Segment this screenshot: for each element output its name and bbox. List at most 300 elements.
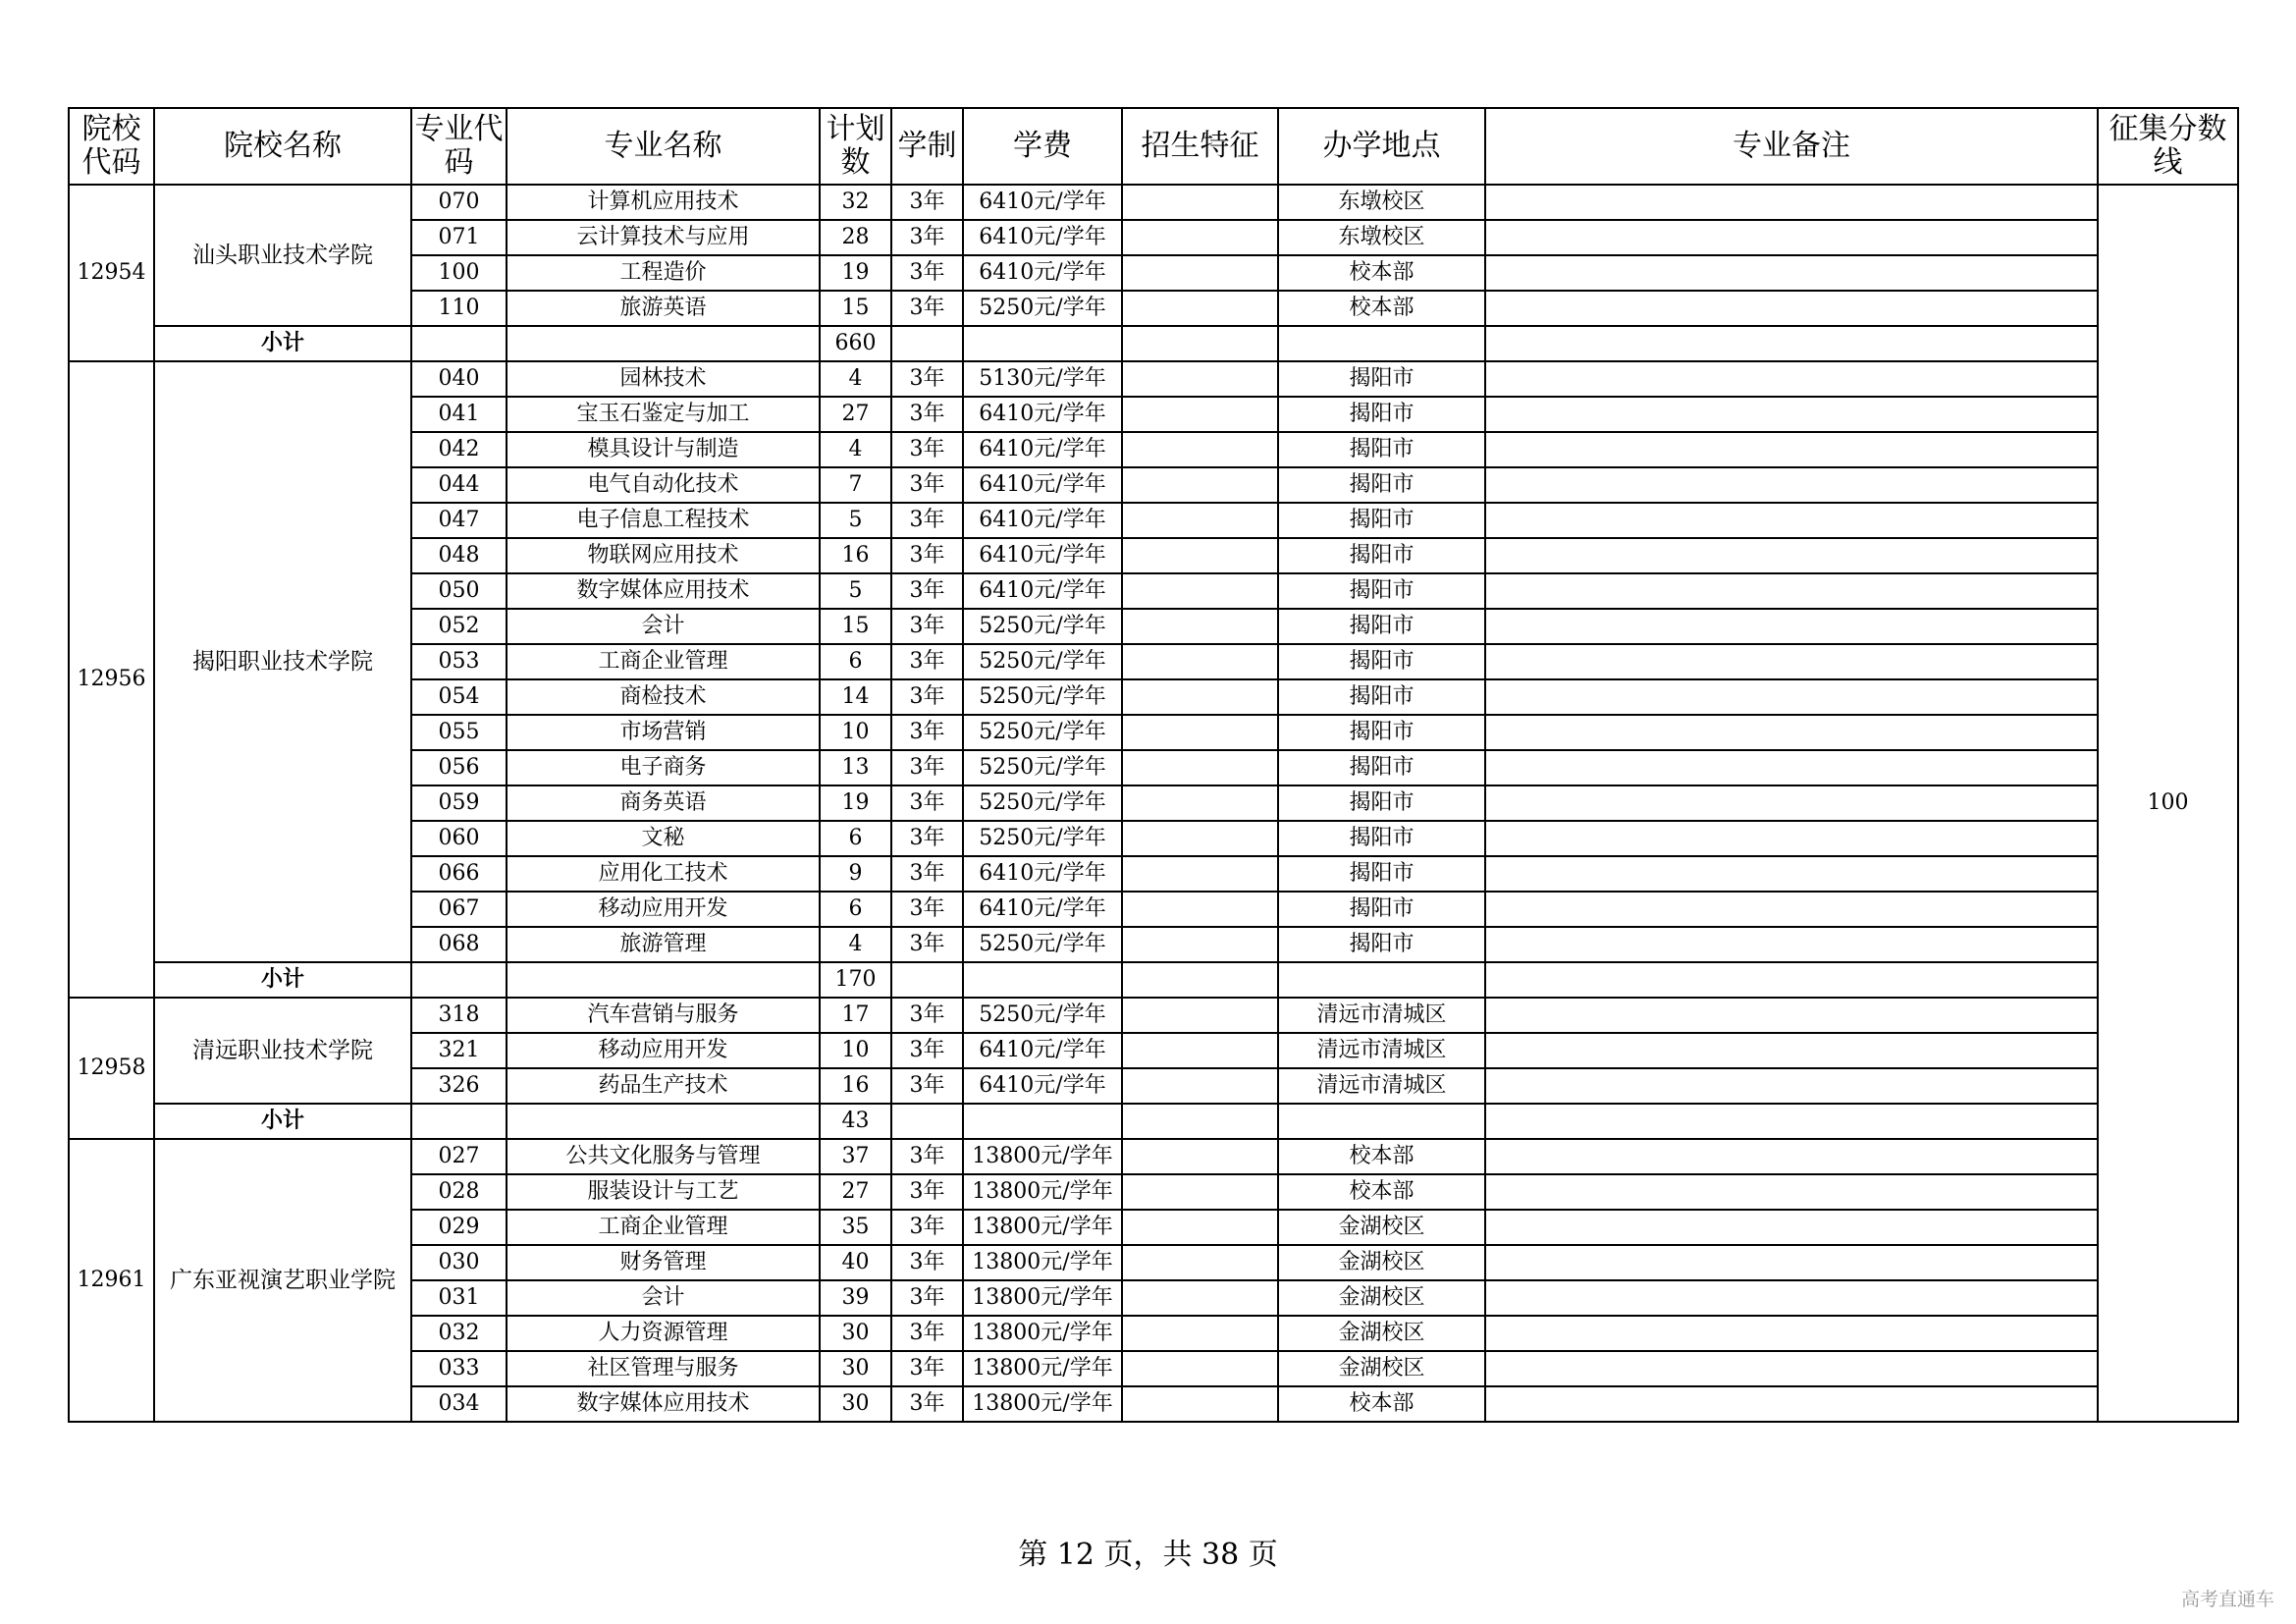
- major-code-cell: 066: [411, 856, 507, 892]
- enrollment-feature-cell: [1122, 1068, 1278, 1104]
- header-school-name: 院校名称: [154, 108, 411, 185]
- header-major-code: 专业代码: [411, 108, 507, 185]
- plan-count-cell: 4: [820, 927, 891, 962]
- major-note-cell: [1485, 255, 2098, 291]
- tuition-cell: 13800元/学年: [963, 1174, 1122, 1210]
- campus-location-cell: 揭阳市: [1278, 573, 1485, 609]
- duration-cell: 3年: [891, 503, 963, 538]
- campus-location-cell: 清远市清城区: [1278, 1068, 1485, 1104]
- enrollment-feature-cell: [1122, 185, 1278, 220]
- major-note-cell: [1485, 750, 2098, 785]
- campus-location-cell: 金湖校区: [1278, 1316, 1485, 1351]
- header-row: [69, 108, 2238, 185]
- major-note-cell: [1485, 573, 2098, 609]
- school-name-cell: 汕头职业技术学院: [154, 185, 411, 326]
- school-name-cell: 清远职业技术学院: [154, 998, 411, 1104]
- plan-count-cell: 30: [820, 1316, 891, 1351]
- plan-count-cell: 6: [820, 644, 891, 679]
- school-code-cell: 12958: [69, 998, 154, 1139]
- campus-location-cell: 揭阳市: [1278, 856, 1485, 892]
- table-row: [69, 998, 2238, 1033]
- duration-cell: 3年: [891, 892, 963, 927]
- subtotal-row: [69, 962, 2238, 998]
- major-code-cell: 067: [411, 892, 507, 927]
- duration-cell: 3年: [891, 715, 963, 750]
- tuition-cell: 6410元/学年: [963, 397, 1122, 432]
- duration-cell: 3年: [891, 538, 963, 573]
- tuition-cell: 13800元/学年: [963, 1210, 1122, 1245]
- campus-location-cell: 揭阳市: [1278, 679, 1485, 715]
- major-name-cell: 服装设计与工艺: [507, 1174, 820, 1210]
- major-name-cell: 工程造价: [507, 255, 820, 291]
- enrollment-feature-cell: [1122, 927, 1278, 962]
- enrollment-feature-cell: [1122, 220, 1278, 255]
- subtotal-note-cell: [1485, 962, 2098, 998]
- plan-count-cell: 19: [820, 255, 891, 291]
- plan-count-cell: 16: [820, 538, 891, 573]
- subtotal-tuition-cell: [963, 1104, 1122, 1139]
- plan-count-cell: 9: [820, 856, 891, 892]
- subtotal-note-cell: [1485, 1104, 2098, 1139]
- subtotal-duration-cell: [891, 1104, 963, 1139]
- major-code-cell: 052: [411, 609, 507, 644]
- admission-plan-table: [68, 107, 2239, 1423]
- subtotal-duration-cell: [891, 962, 963, 998]
- enrollment-feature-cell: [1122, 291, 1278, 326]
- subtotal-row: [69, 326, 2238, 361]
- plan-count-cell: 10: [820, 1033, 891, 1068]
- subtotal-row: [69, 1104, 2238, 1139]
- major-code-cell: 034: [411, 1386, 507, 1422]
- duration-cell: 3年: [891, 1174, 963, 1210]
- major-name-cell: 数字媒体应用技术: [507, 1386, 820, 1422]
- campus-location-cell: 揭阳市: [1278, 715, 1485, 750]
- page-footer: 第 12 页，共 38 页: [1018, 1538, 1278, 1572]
- major-code-cell: 321: [411, 1033, 507, 1068]
- enrollment-feature-cell: [1122, 361, 1278, 397]
- plan-count-cell: 17: [820, 998, 891, 1033]
- tuition-cell: 5250元/学年: [963, 679, 1122, 715]
- subtotal-major-code-cell: [411, 1104, 507, 1139]
- subtotal-label: 小计: [154, 326, 411, 361]
- header-major-note: 专业备注: [1485, 108, 2098, 185]
- duration-cell: 3年: [891, 998, 963, 1033]
- tuition-cell: 6410元/学年: [963, 503, 1122, 538]
- campus-location-cell: 揭阳市: [1278, 503, 1485, 538]
- major-code-cell: 041: [411, 397, 507, 432]
- duration-cell: 3年: [891, 750, 963, 785]
- tuition-cell: 6410元/学年: [963, 432, 1122, 467]
- campus-location-cell: 校本部: [1278, 255, 1485, 291]
- duration-cell: 3年: [891, 609, 963, 644]
- enrollment-feature-cell: [1122, 255, 1278, 291]
- enrollment-feature-cell: [1122, 750, 1278, 785]
- plan-count-cell: 7: [820, 467, 891, 503]
- watermark: 高考直通车: [2180, 1589, 2274, 1610]
- major-code-cell: 050: [411, 573, 507, 609]
- subtotal-label: 小计: [154, 962, 411, 998]
- enrollment-feature-cell: [1122, 1210, 1278, 1245]
- enrollment-feature-cell: [1122, 715, 1278, 750]
- major-note-cell: [1485, 1245, 2098, 1280]
- plan-count-cell: 19: [820, 785, 891, 821]
- plan-count-cell: 13: [820, 750, 891, 785]
- major-note-cell: [1485, 538, 2098, 573]
- header-major-name: 专业名称: [507, 108, 820, 185]
- major-code-cell: 070: [411, 185, 507, 220]
- duration-cell: 3年: [891, 1280, 963, 1316]
- subtotal-value: 170: [820, 962, 891, 998]
- enrollment-feature-cell: [1122, 821, 1278, 856]
- subtotal-location-cell: [1278, 962, 1485, 998]
- major-code-cell: 040: [411, 361, 507, 397]
- major-name-cell: 电气自动化技术: [507, 467, 820, 503]
- campus-location-cell: 校本部: [1278, 1386, 1485, 1422]
- duration-cell: 3年: [891, 1316, 963, 1351]
- tuition-cell: 6410元/学年: [963, 255, 1122, 291]
- duration-cell: 3年: [891, 1386, 963, 1422]
- subtotal-value: 43: [820, 1104, 891, 1139]
- header-campus-location: 办学地点: [1278, 108, 1485, 185]
- duration-cell: 3年: [891, 644, 963, 679]
- major-name-cell: 市场营销: [507, 715, 820, 750]
- plan-count-cell: 10: [820, 715, 891, 750]
- major-note-cell: [1485, 1351, 2098, 1386]
- duration-cell: 3年: [891, 821, 963, 856]
- plan-count-cell: 5: [820, 573, 891, 609]
- major-name-cell: 宝玉石鉴定与加工: [507, 397, 820, 432]
- major-note-cell: [1485, 998, 2098, 1033]
- major-note-cell: [1485, 467, 2098, 503]
- enrollment-feature-cell: [1122, 397, 1278, 432]
- enrollment-feature-cell: [1122, 1033, 1278, 1068]
- major-code-cell: 326: [411, 1068, 507, 1104]
- tuition-cell: 6410元/学年: [963, 538, 1122, 573]
- school-code-cell: 12956: [69, 361, 154, 998]
- major-note-cell: [1485, 644, 2098, 679]
- major-name-cell: 社区管理与服务: [507, 1351, 820, 1386]
- tuition-cell: 13800元/学年: [963, 1280, 1122, 1316]
- major-code-cell: 110: [411, 291, 507, 326]
- campus-location-cell: 揭阳市: [1278, 361, 1485, 397]
- tuition-cell: 5250元/学年: [963, 785, 1122, 821]
- major-name-cell: 商检技术: [507, 679, 820, 715]
- major-name-cell: 财务管理: [507, 1245, 820, 1280]
- header-plan-count: 计划数: [820, 108, 891, 185]
- campus-location-cell: 揭阳市: [1278, 927, 1485, 962]
- major-note-cell: [1485, 1139, 2098, 1174]
- duration-cell: 3年: [891, 220, 963, 255]
- campus-location-cell: 揭阳市: [1278, 750, 1485, 785]
- enrollment-feature-cell: [1122, 1280, 1278, 1316]
- subtotal-location-cell: [1278, 1104, 1485, 1139]
- tuition-cell: 13800元/学年: [963, 1139, 1122, 1174]
- tuition-cell: 13800元/学年: [963, 1351, 1122, 1386]
- school-code-cell: 12961: [69, 1139, 154, 1422]
- subtotal-feature-cell: [1122, 962, 1278, 998]
- campus-location-cell: 金湖校区: [1278, 1210, 1485, 1245]
- major-code-cell: 059: [411, 785, 507, 821]
- duration-cell: 3年: [891, 1068, 963, 1104]
- major-name-cell: 物联网应用技术: [507, 538, 820, 573]
- subtotal-major-code-cell: [411, 326, 507, 361]
- tuition-cell: 5250元/学年: [963, 609, 1122, 644]
- subtotal-major-name-cell: [507, 1104, 820, 1139]
- major-name-cell: 会计: [507, 1280, 820, 1316]
- duration-cell: 3年: [891, 361, 963, 397]
- major-name-cell: 移动应用开发: [507, 1033, 820, 1068]
- table-row: [69, 185, 2238, 220]
- campus-location-cell: 揭阳市: [1278, 432, 1485, 467]
- major-name-cell: 云计算技术与应用: [507, 220, 820, 255]
- major-note-cell: [1485, 1068, 2098, 1104]
- duration-cell: 3年: [891, 397, 963, 432]
- major-code-cell: 060: [411, 821, 507, 856]
- subtotal-major-name-cell: [507, 962, 820, 998]
- major-name-cell: 文秘: [507, 821, 820, 856]
- major-note-cell: [1485, 432, 2098, 467]
- major-code-cell: 032: [411, 1316, 507, 1351]
- plan-count-cell: 6: [820, 892, 891, 927]
- major-note-cell: [1485, 1033, 2098, 1068]
- tuition-cell: 6410元/学年: [963, 220, 1122, 255]
- subtotal-location-cell: [1278, 326, 1485, 361]
- enrollment-feature-cell: [1122, 432, 1278, 467]
- tuition-cell: 5250元/学年: [963, 998, 1122, 1033]
- campus-location-cell: 揭阳市: [1278, 892, 1485, 927]
- major-name-cell: 模具设计与制造: [507, 432, 820, 467]
- major-note-cell: [1485, 185, 2098, 220]
- campus-location-cell: 金湖校区: [1278, 1280, 1485, 1316]
- school-code-cell: 12954: [69, 185, 154, 361]
- table-row: [69, 361, 2238, 397]
- major-note-cell: [1485, 1174, 2098, 1210]
- major-note-cell: [1485, 609, 2098, 644]
- enrollment-feature-cell: [1122, 1316, 1278, 1351]
- major-note-cell: [1485, 679, 2098, 715]
- plan-count-cell: 27: [820, 397, 891, 432]
- campus-location-cell: 揭阳市: [1278, 467, 1485, 503]
- subtotal-tuition-cell: [963, 326, 1122, 361]
- major-code-cell: 055: [411, 715, 507, 750]
- tuition-cell: 5250元/学年: [963, 750, 1122, 785]
- enrollment-feature-cell: [1122, 679, 1278, 715]
- plan-count-cell: 14: [820, 679, 891, 715]
- enrollment-feature-cell: [1122, 538, 1278, 573]
- campus-location-cell: 校本部: [1278, 291, 1485, 326]
- tuition-cell: 5130元/学年: [963, 361, 1122, 397]
- plan-count-cell: 37: [820, 1139, 891, 1174]
- major-name-cell: 会计: [507, 609, 820, 644]
- tuition-cell: 6410元/学年: [963, 185, 1122, 220]
- enrollment-feature-cell: [1122, 998, 1278, 1033]
- header-school-code: 院校代码: [69, 108, 154, 185]
- tuition-cell: 6410元/学年: [963, 1068, 1122, 1104]
- enrollment-feature-cell: [1122, 644, 1278, 679]
- major-code-cell: 042: [411, 432, 507, 467]
- major-code-cell: 029: [411, 1210, 507, 1245]
- duration-cell: 3年: [891, 1033, 963, 1068]
- tuition-cell: 13800元/学年: [963, 1386, 1122, 1422]
- major-code-cell: 068: [411, 927, 507, 962]
- campus-location-cell: 清远市清城区: [1278, 998, 1485, 1033]
- duration-cell: 3年: [891, 1245, 963, 1280]
- tuition-cell: 6410元/学年: [963, 467, 1122, 503]
- tuition-cell: 5250元/学年: [963, 927, 1122, 962]
- subtotal-duration-cell: [891, 326, 963, 361]
- major-code-cell: 027: [411, 1139, 507, 1174]
- enrollment-feature-cell: [1122, 1386, 1278, 1422]
- major-name-cell: 电子商务: [507, 750, 820, 785]
- subtotal-label: 小计: [154, 1104, 411, 1139]
- plan-count-cell: 30: [820, 1386, 891, 1422]
- major-code-cell: 030: [411, 1245, 507, 1280]
- major-name-cell: 工商企业管理: [507, 644, 820, 679]
- major-name-cell: 药品生产技术: [507, 1068, 820, 1104]
- major-name-cell: 数字媒体应用技术: [507, 573, 820, 609]
- tuition-cell: 6410元/学年: [963, 856, 1122, 892]
- campus-location-cell: 东墩校区: [1278, 185, 1485, 220]
- enrollment-feature-cell: [1122, 1174, 1278, 1210]
- major-code-cell: 053: [411, 644, 507, 679]
- header-tuition: 学费: [963, 108, 1122, 185]
- duration-cell: 3年: [891, 1139, 963, 1174]
- plan-count-cell: 32: [820, 185, 891, 220]
- enrollment-feature-cell: [1122, 892, 1278, 927]
- table-row: [69, 1139, 2238, 1174]
- major-name-cell: 旅游英语: [507, 291, 820, 326]
- subtotal-note-cell: [1485, 326, 2098, 361]
- enrollment-feature-cell: [1122, 573, 1278, 609]
- major-code-cell: 056: [411, 750, 507, 785]
- enrollment-feature-cell: [1122, 467, 1278, 503]
- enrollment-feature-cell: [1122, 785, 1278, 821]
- tuition-cell: 5250元/学年: [963, 644, 1122, 679]
- campus-location-cell: 揭阳市: [1278, 821, 1485, 856]
- header-enrollment-feature: 招生特征: [1122, 108, 1278, 185]
- header-duration: 学制: [891, 108, 963, 185]
- subtotal-major-code-cell: [411, 962, 507, 998]
- plan-count-cell: 27: [820, 1174, 891, 1210]
- campus-location-cell: 金湖校区: [1278, 1245, 1485, 1280]
- major-code-cell: 318: [411, 998, 507, 1033]
- major-note-cell: [1485, 1210, 2098, 1245]
- major-note-cell: [1485, 892, 2098, 927]
- duration-cell: 3年: [891, 573, 963, 609]
- major-code-cell: 031: [411, 1280, 507, 1316]
- header-cutoff-score: 征集分数线: [2098, 108, 2238, 185]
- plan-count-cell: 15: [820, 291, 891, 326]
- enrollment-feature-cell: [1122, 1139, 1278, 1174]
- subtotal-value: 660: [820, 326, 891, 361]
- major-note-cell: [1485, 1280, 2098, 1316]
- school-name-cell: 广东亚视演艺职业学院: [154, 1139, 411, 1422]
- campus-location-cell: 揭阳市: [1278, 609, 1485, 644]
- major-name-cell: 计算机应用技术: [507, 185, 820, 220]
- plan-count-cell: 6: [820, 821, 891, 856]
- major-name-cell: 园林技术: [507, 361, 820, 397]
- major-note-cell: [1485, 1316, 2098, 1351]
- duration-cell: 3年: [891, 856, 963, 892]
- major-name-cell: 工商企业管理: [507, 1210, 820, 1245]
- plan-count-cell: 5: [820, 503, 891, 538]
- major-note-cell: [1485, 503, 2098, 538]
- tuition-cell: 13800元/学年: [963, 1245, 1122, 1280]
- major-note-cell: [1485, 785, 2098, 821]
- duration-cell: 3年: [891, 467, 963, 503]
- subtotal-tuition-cell: [963, 962, 1122, 998]
- major-name-cell: 公共文化服务与管理: [507, 1139, 820, 1174]
- duration-cell: 3年: [891, 679, 963, 715]
- tuition-cell: 5250元/学年: [963, 715, 1122, 750]
- major-name-cell: 汽车营销与服务: [507, 998, 820, 1033]
- major-note-cell: [1485, 291, 2098, 326]
- major-code-cell: 047: [411, 503, 507, 538]
- major-code-cell: 100: [411, 255, 507, 291]
- subtotal-major-name-cell: [507, 326, 820, 361]
- tuition-cell: 6410元/学年: [963, 573, 1122, 609]
- major-note-cell: [1485, 220, 2098, 255]
- major-code-cell: 044: [411, 467, 507, 503]
- duration-cell: 3年: [891, 255, 963, 291]
- major-note-cell: [1485, 361, 2098, 397]
- subtotal-feature-cell: [1122, 1104, 1278, 1139]
- campus-location-cell: 东墩校区: [1278, 220, 1485, 255]
- major-name-cell: 商务英语: [507, 785, 820, 821]
- campus-location-cell: 金湖校区: [1278, 1351, 1485, 1386]
- duration-cell: 3年: [891, 927, 963, 962]
- plan-count-cell: 35: [820, 1210, 891, 1245]
- major-code-cell: 028: [411, 1174, 507, 1210]
- campus-location-cell: 校本部: [1278, 1174, 1485, 1210]
- campus-location-cell: 揭阳市: [1278, 397, 1485, 432]
- enrollment-feature-cell: [1122, 856, 1278, 892]
- duration-cell: 3年: [891, 1210, 963, 1245]
- enrollment-feature-cell: [1122, 609, 1278, 644]
- major-note-cell: [1485, 397, 2098, 432]
- tuition-cell: 6410元/学年: [963, 892, 1122, 927]
- major-code-cell: 048: [411, 538, 507, 573]
- campus-location-cell: 清远市清城区: [1278, 1033, 1485, 1068]
- tuition-cell: 5250元/学年: [963, 821, 1122, 856]
- major-name-cell: 移动应用开发: [507, 892, 820, 927]
- plan-count-cell: 39: [820, 1280, 891, 1316]
- major-note-cell: [1485, 821, 2098, 856]
- enrollment-feature-cell: [1122, 503, 1278, 538]
- enrollment-feature-cell: [1122, 1351, 1278, 1386]
- major-note-cell: [1485, 715, 2098, 750]
- duration-cell: 3年: [891, 1351, 963, 1386]
- tuition-cell: 6410元/学年: [963, 1033, 1122, 1068]
- major-name-cell: 旅游管理: [507, 927, 820, 962]
- campus-location-cell: 校本部: [1278, 1139, 1485, 1174]
- tuition-cell: 13800元/学年: [963, 1316, 1122, 1351]
- plan-count-cell: 28: [820, 220, 891, 255]
- enrollment-feature-cell: [1122, 1245, 1278, 1280]
- major-name-cell: 应用化工技术: [507, 856, 820, 892]
- campus-location-cell: 揭阳市: [1278, 538, 1485, 573]
- major-code-cell: 054: [411, 679, 507, 715]
- subtotal-feature-cell: [1122, 326, 1278, 361]
- major-name-cell: 人力资源管理: [507, 1316, 820, 1351]
- campus-location-cell: 揭阳市: [1278, 785, 1485, 821]
- plan-count-cell: 16: [820, 1068, 891, 1104]
- major-note-cell: [1485, 856, 2098, 892]
- plan-count-cell: 4: [820, 361, 891, 397]
- duration-cell: 3年: [891, 432, 963, 467]
- table-body: [69, 185, 2238, 1422]
- plan-count-cell: 15: [820, 609, 891, 644]
